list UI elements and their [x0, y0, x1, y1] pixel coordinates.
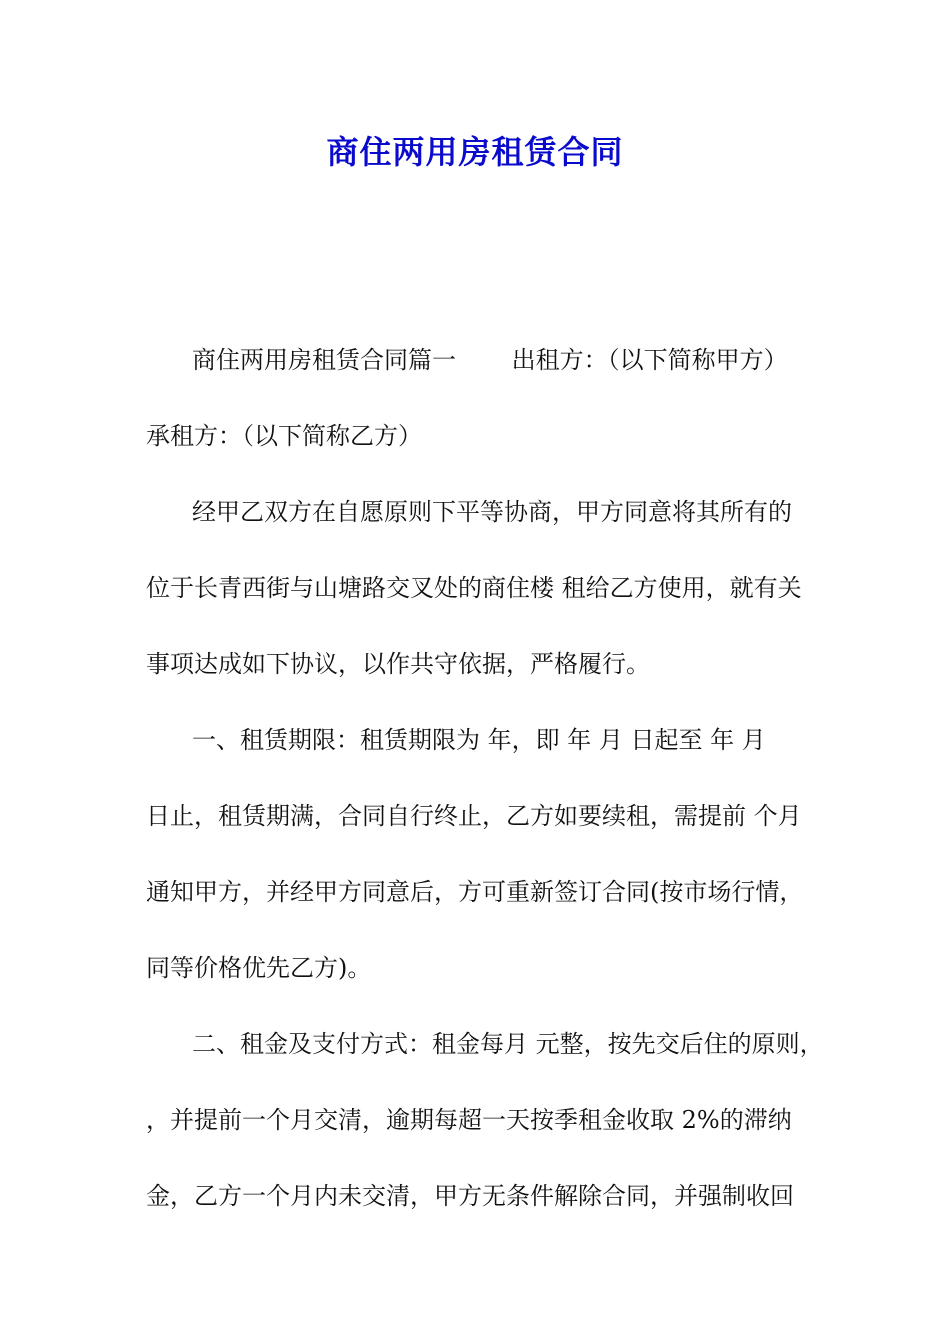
document-title: 商住两用房租赁合同 [326, 133, 624, 171]
paragraph-line: 同等价格优先乙方)。 [146, 954, 372, 982]
paragraph-line: 日止，租赁期满，合同自行终止，乙方如要续租，需提前 个月 [146, 802, 802, 830]
paragraph-line: ，并提前一个月交清，逾期每超一天按季租金收取 2%的滞纳 [146, 1106, 792, 1134]
paragraph-line: 事项达成如下协议，以作共守依据，严格履行。 [146, 650, 650, 678]
paragraph-line: 承租方：（以下简称乙方） [146, 422, 422, 450]
paragraph-line: 经甲乙双方在自愿原则下平等协商，甲方同意将其所有的 [192, 498, 792, 526]
paragraph-line: 通知甲方，并经甲方同意后，方可重新签订合同(按市场行情， [146, 878, 804, 906]
paragraph-line: 位于长青西街与山塘路交叉处的商住楼 租给乙方使用，就有关 [146, 574, 802, 602]
paragraph-line: 商住两用房租赁合同篇一 出租方：（以下简称甲方） [192, 346, 788, 374]
paragraph-line: 二、租金及支付方式：租金每月 元整，按先交后住的原则， [192, 1030, 824, 1058]
paragraph-line: 一、租赁期限：租赁期限为 年，即 年 月 日起至 年 月 [192, 726, 766, 754]
paragraph-line: 金，乙方一个月内未交清，甲方无条件解除合同，并强制收回 [146, 1182, 794, 1210]
